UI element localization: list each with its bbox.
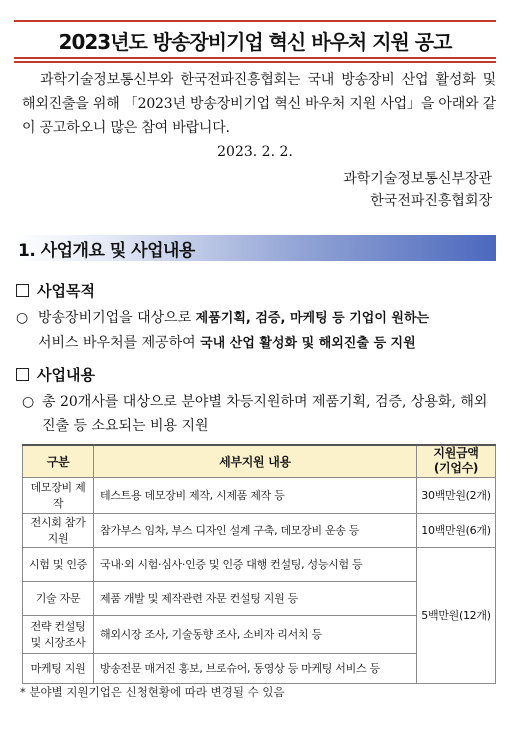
row-detail: 방송전문 매거진 홍보, 브로슈어, 동영상 등 마케팅 서비스 등 — [94, 653, 417, 683]
row-category: 기술 자문 — [23, 581, 94, 615]
subheading-purpose — [16, 280, 95, 301]
purpose-bullet — [16, 306, 496, 356]
table-row — [23, 513, 496, 547]
row-detail: 테스트용 데모장비 제작, 시제품 제작 등 — [94, 477, 417, 513]
checkbox-square-icon — [16, 368, 29, 381]
purpose-text-plain-1: 방송장비기업을 대상으로 — [38, 310, 196, 326]
row-category: 시험 및 인증 — [23, 547, 94, 581]
row-detail: 제품 개발 및 제작관련 자문 컨설팅 지원 등 — [94, 581, 417, 615]
intro-text: 과학기술정보통신부와 한국전파진흥협회는 국내 방송장비 산업 활성화 및 해외진출을 위해 「2023년 방송장비기업 혁신 바우처 지원 사업」을 아래와 같이 공고하오니 많은 참여 바랍니다. — [22, 72, 496, 136]
purpose-text-bold-1: 제품기획, 검증, 마케팅 등 기업이 원하는 — [195, 311, 430, 326]
row-detail: 해외시장 조사, 기술동향 조사, 소비자 리서치 등 — [94, 615, 417, 653]
purpose-text-bold-2: 국내 산업 활성화 및 해외진출 등 지원 — [200, 336, 416, 351]
header-detail: 세부지원 내용 — [94, 445, 417, 477]
voucher-table — [22, 444, 496, 684]
announcement-date: 2023. 2. 2. — [217, 144, 293, 160]
purpose-text-plain-2: 서비스 바우처를 제공하여 — [38, 335, 201, 351]
footnote: * 분야별 지원기업은 신청현황에 따라 변경될 수 있음 — [20, 685, 285, 699]
page-title: 2023년도 방송장비기업 혁신 바우처 지원 공고 — [58, 30, 452, 54]
title-rule-bottom-1 — [14, 57, 496, 59]
row-category: 데모장비 제작 — [23, 477, 94, 513]
signatory-association: 한국전파진흥협회장 — [370, 193, 492, 209]
header-amount: 지원금액 (기업수) — [417, 445, 496, 477]
circle-bullet-icon: ○ — [22, 394, 35, 410]
content-bullet — [22, 390, 496, 438]
row-category: 마케팅 지원 — [23, 653, 94, 683]
signatory-ministry: 과학기술정보통신부장관 — [343, 171, 492, 187]
subheading-content-label: 사업내용 — [37, 366, 95, 384]
content-text: 총 20개사를 대상으로 분야별 차등지원하며 제품기획, 검증, 상용화, 해외진출 등 소요되는 비용 지원 — [42, 394, 488, 434]
intro-paragraph — [22, 68, 496, 140]
subheading-content — [16, 364, 95, 385]
row-amount: 30백만원(2개) — [417, 477, 496, 513]
checkbox-square-icon — [16, 284, 29, 297]
purpose-text — [38, 306, 496, 356]
table-row — [23, 477, 496, 513]
section-title: 1. 사업개요 및 사업내용 — [18, 241, 195, 261]
header-category: 구분 — [23, 445, 94, 477]
table-row — [23, 547, 496, 581]
title-rule-bottom-2 — [14, 61, 496, 63]
row-category: 전략 컨설팅 및 시장조사 — [23, 615, 94, 653]
subheading-purpose-label: 사업목적 — [37, 282, 95, 300]
title-block — [14, 20, 496, 63]
table-header-row — [23, 445, 496, 477]
row-category: 전시회 참가 지원 — [23, 513, 94, 547]
row-detail: 참가부스 임차, 부스 디자인 설계 구축, 데모장비 운송 등 — [94, 513, 417, 547]
circle-bullet-icon: ○ — [16, 310, 29, 326]
row-detail: 국내·외 시험·심사·인증 및 인증 대행 컨설팅, 성능시험 등 — [94, 547, 417, 581]
row-amount: 10백만원(6개) — [417, 513, 496, 547]
row-amount-merged: 5백만원(12개) — [417, 547, 496, 683]
